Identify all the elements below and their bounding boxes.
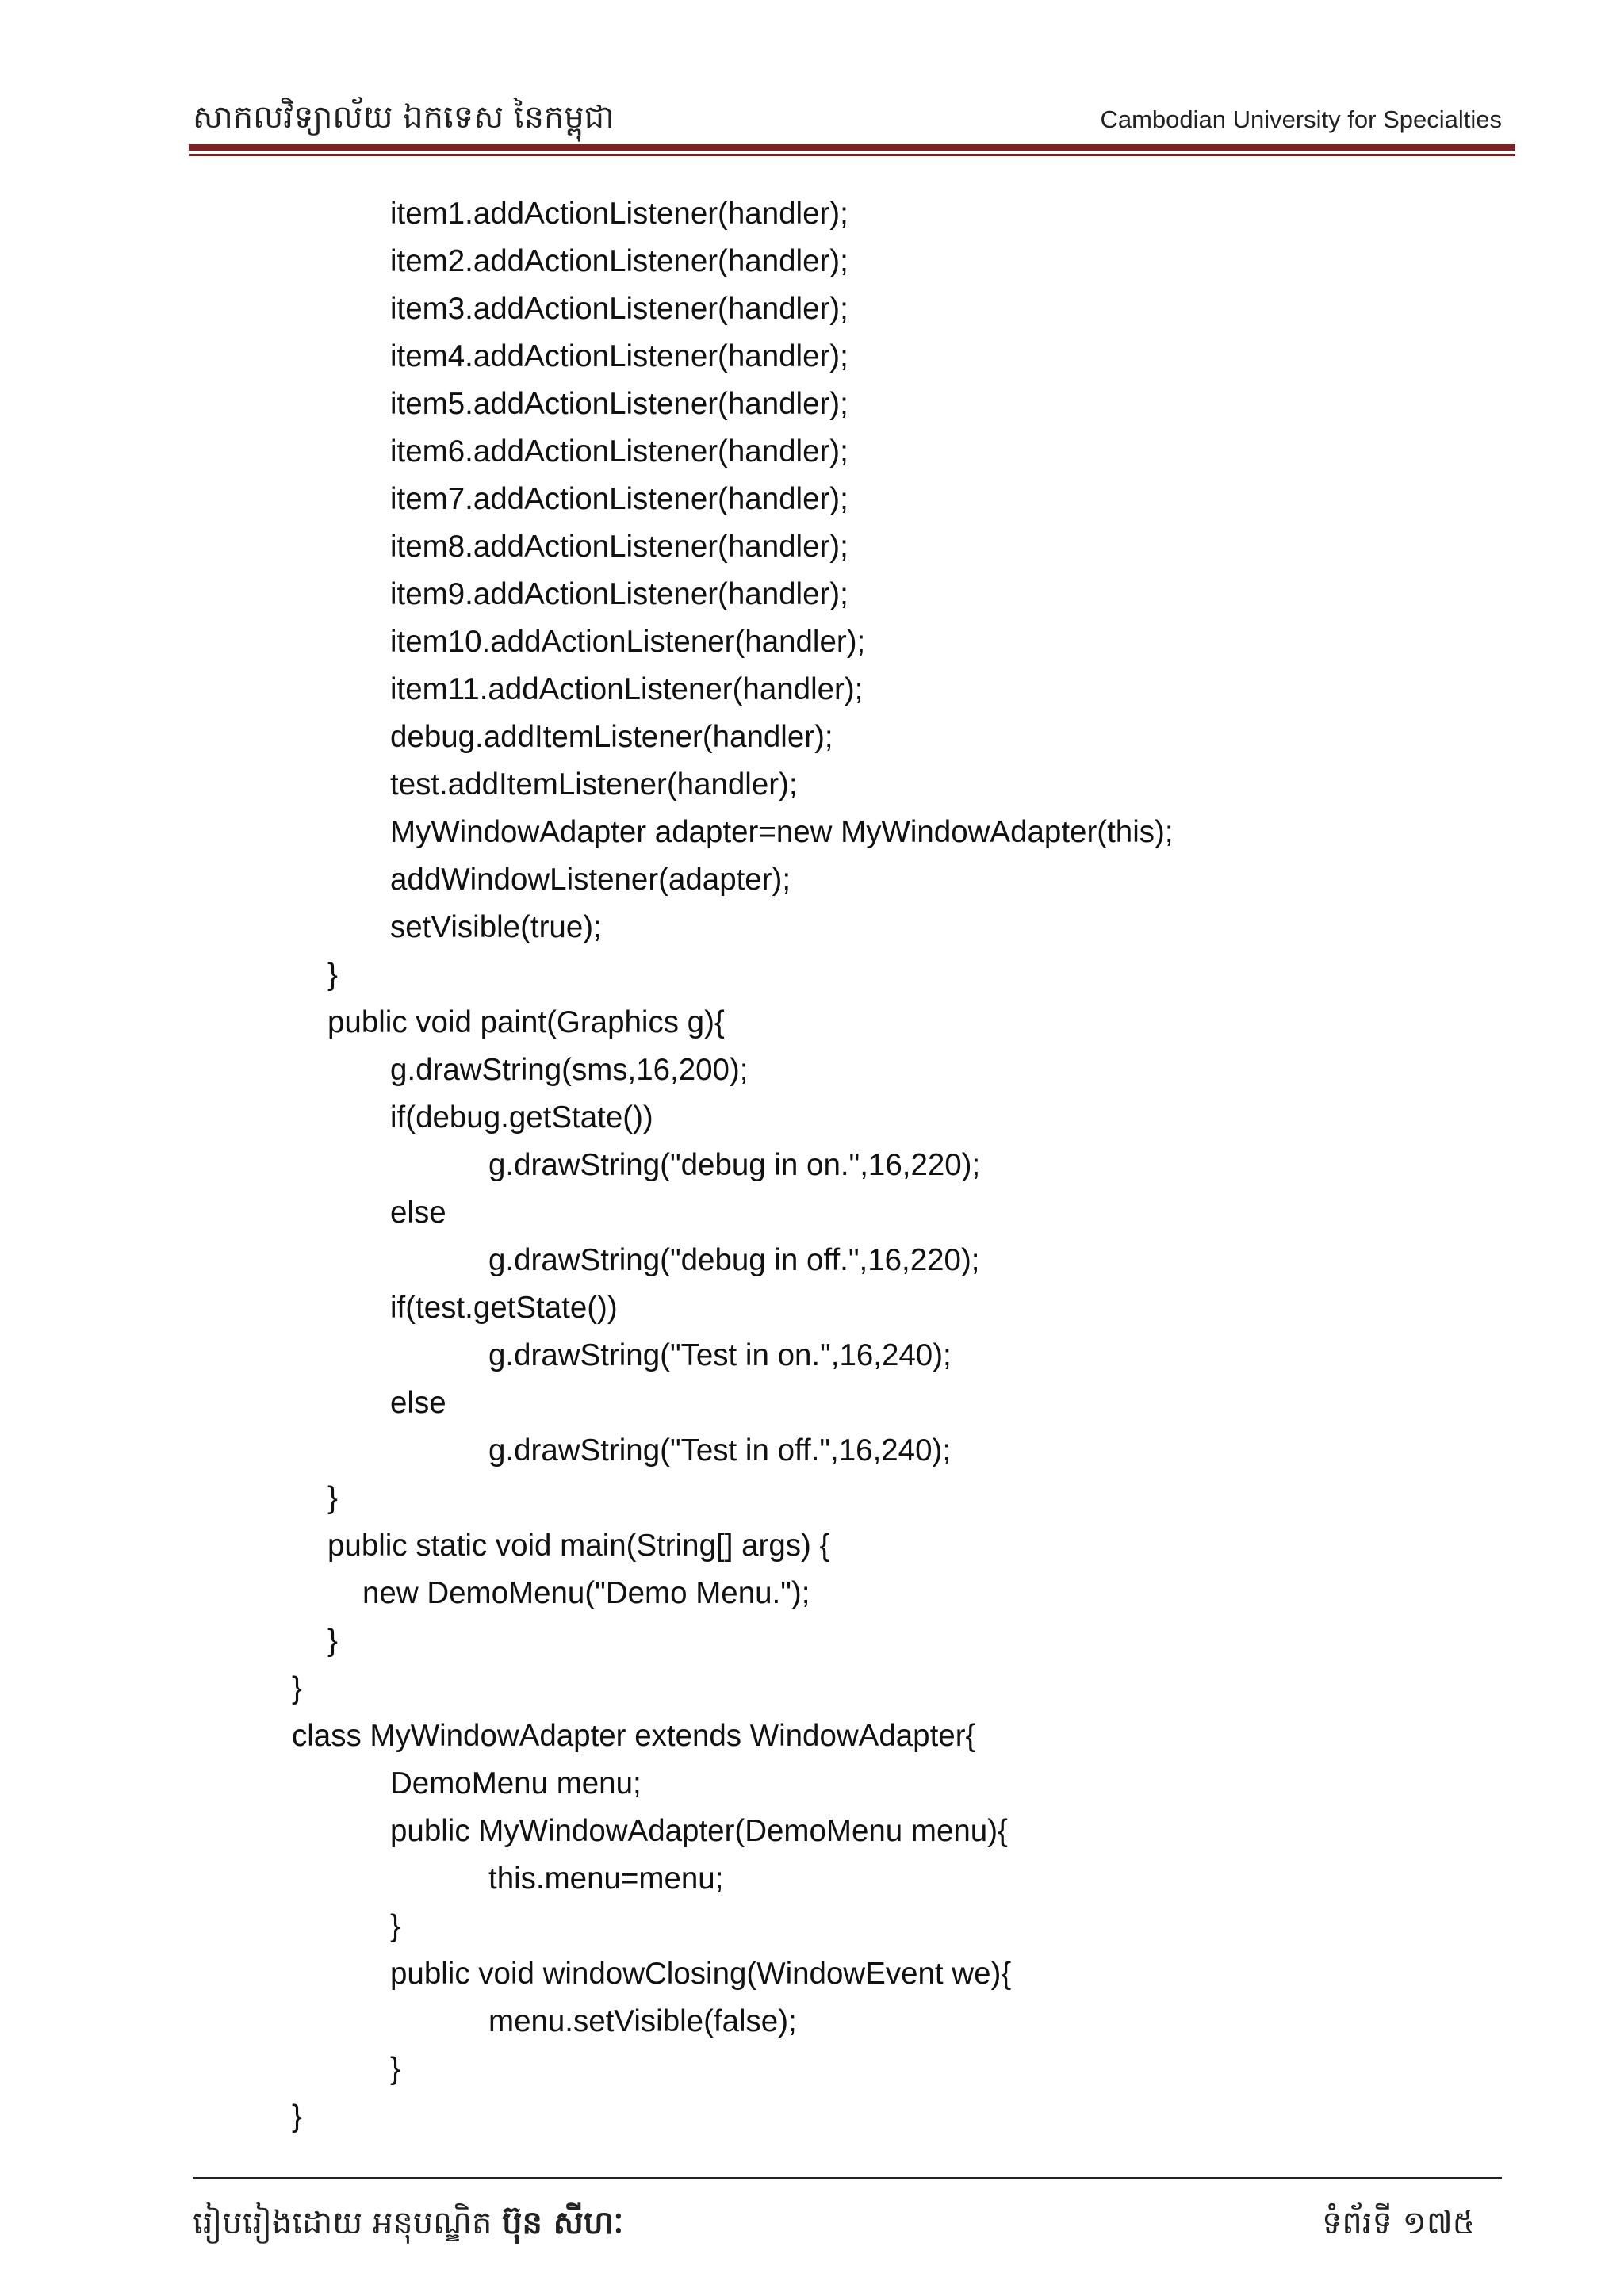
footer-rule bbox=[193, 2177, 1502, 2179]
code-line: debug.addItemListener(handler); bbox=[390, 720, 833, 754]
code-line: item6.addActionListener(handler); bbox=[390, 434, 848, 469]
code-line: g.drawString("Test in off.",16,240); bbox=[488, 1433, 952, 1468]
code-line: g.drawString("debug in on.",16,220); bbox=[488, 1148, 981, 1182]
code-line: item11.addActionListener(handler); bbox=[390, 672, 864, 706]
code-line: } bbox=[390, 2052, 400, 2086]
code-line: else bbox=[390, 1196, 446, 1230]
code-line: addWindowListener(adapter); bbox=[390, 863, 791, 897]
code-line: g.drawString(sms,16,200); bbox=[390, 1053, 749, 1087]
code-line: } bbox=[327, 958, 338, 992]
code-line: g.drawString("debug in off.",16,220); bbox=[488, 1243, 980, 1277]
code-line: } bbox=[292, 1671, 302, 1705]
code-line: } bbox=[292, 2099, 302, 2133]
footer-author: ប៊ុន សីហៈ bbox=[502, 2205, 624, 2241]
code-line: new DemoMenu("Demo Menu."); bbox=[362, 1576, 810, 1610]
code-line: menu.setVisible(false); bbox=[488, 2004, 797, 2038]
code-line: } bbox=[390, 1909, 400, 1943]
code-line: } bbox=[327, 1624, 338, 1658]
header-university-khmer: សាកលវិទ្យាល័យ ឯកទេស នៃកម្ពុជា bbox=[193, 99, 615, 136]
header-university-english: Cambodian University for Specialties bbox=[1100, 105, 1502, 133]
code-line: item9.addActionListener(handler); bbox=[390, 577, 848, 611]
code-line: class MyWindowAdapter extends WindowAdapter{ bbox=[292, 1719, 976, 1753]
code-line: public MyWindowAdapter(DemoMenu menu){ bbox=[390, 1814, 1008, 1848]
code-line: } bbox=[327, 1481, 338, 1515]
code-line: if(debug.getState()) bbox=[390, 1100, 653, 1135]
code-line: g.drawString("Test in on.",16,240); bbox=[488, 1338, 952, 1372]
header-rule bbox=[189, 144, 1515, 151]
code-line: item4.addActionListener(handler); bbox=[390, 339, 848, 373]
code-line: item2.addActionListener(handler); bbox=[390, 244, 848, 278]
footer-prepared-by: រៀបរៀងដោយ អនុបណ្ឌិត bbox=[193, 2205, 492, 2241]
code-line: else bbox=[390, 1386, 446, 1420]
code-line: public void paint(Graphics g){ bbox=[327, 1005, 725, 1039]
code-line: if(test.getState()) bbox=[390, 1291, 618, 1325]
code-line: test.addItemListener(handler); bbox=[390, 767, 798, 802]
code-line: item10.addActionListener(handler); bbox=[390, 625, 866, 659]
code-line: item8.addActionListener(handler); bbox=[390, 530, 848, 564]
code-line: item5.addActionListener(handler); bbox=[390, 387, 848, 421]
code-line: MyWindowAdapter adapter=new MyWindowAdapter(this); bbox=[390, 815, 1174, 849]
code-line: item7.addActionListener(handler); bbox=[390, 482, 848, 516]
header-rule-thin bbox=[189, 154, 1515, 156]
code-line: item3.addActionListener(handler); bbox=[390, 292, 848, 326]
code-line: this.menu=menu; bbox=[488, 1862, 724, 1896]
footer-credit bbox=[193, 2202, 623, 2249]
code-line: public void windowClosing(WindowEvent we){ bbox=[390, 1957, 1012, 1991]
code-line: item1.addActionListener(handler); bbox=[390, 197, 848, 231]
code-line: DemoMenu menu; bbox=[390, 1766, 642, 1800]
code-line: setVisible(true); bbox=[390, 910, 602, 944]
footer-page-number: ទំព័រទី ១៧៥ bbox=[1322, 2205, 1475, 2241]
code-line: public static void main(String[] args) { bbox=[327, 1529, 830, 1563]
